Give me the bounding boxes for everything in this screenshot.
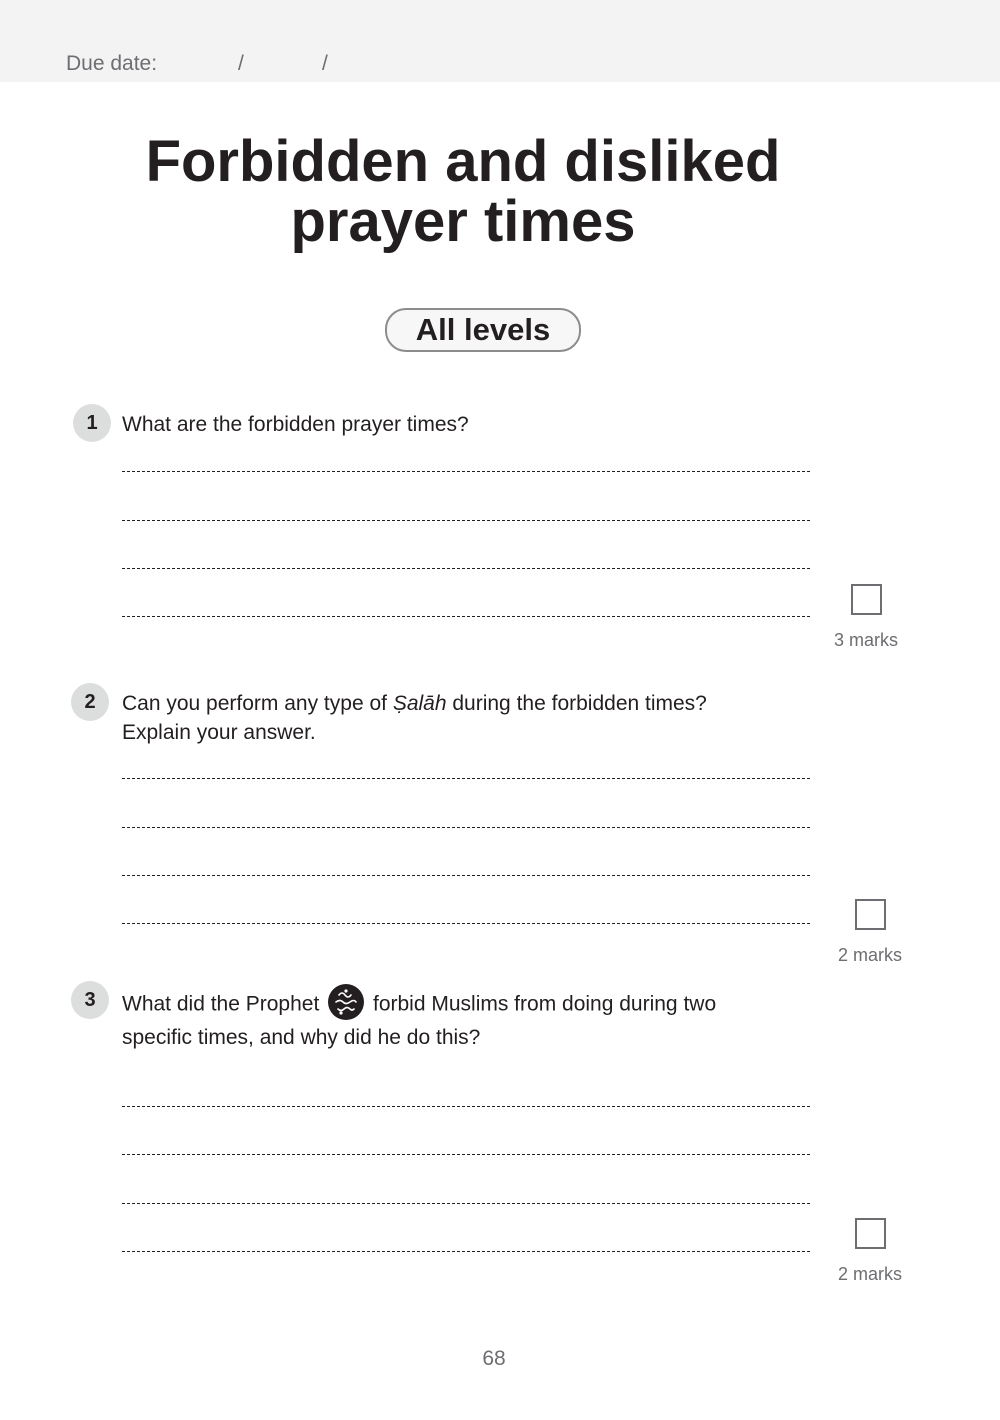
salutation-icon: [328, 984, 364, 1020]
question-number-3: 3: [71, 981, 109, 1019]
question-3-text: [122, 987, 802, 1052]
marks-checkbox-1[interactable]: [851, 584, 882, 615]
answer-line[interactable]: [122, 1154, 810, 1155]
page-number: 68: [482, 1347, 506, 1370]
question-number-2: 2: [71, 683, 109, 721]
answer-line[interactable]: [122, 778, 810, 779]
answer-line[interactable]: [122, 875, 810, 876]
answer-line[interactable]: [122, 1106, 810, 1107]
marks-checkbox-2[interactable]: [855, 899, 886, 930]
due-date-separator: /: [322, 52, 328, 75]
answer-line[interactable]: [122, 1251, 810, 1252]
question-2-text-part: during the forbidden times?: [446, 692, 707, 715]
question-1-text: What are the forbidden prayer times?: [122, 413, 469, 436]
marks-label-1: 3 marks: [834, 630, 899, 650]
due-date-label: Due date:: [66, 52, 158, 75]
page-title: [100, 129, 826, 254]
page-title-line-1: Forbidden and disliked: [145, 129, 781, 194]
answer-line[interactable]: [122, 1203, 810, 1204]
answer-line[interactable]: [122, 827, 810, 828]
answer-line[interactable]: [122, 520, 810, 521]
answer-line[interactable]: [122, 616, 810, 617]
marks-label-2: 2 marks: [838, 945, 903, 965]
question-3-text-line-2: specific times, and why did he do this?: [122, 1026, 481, 1049]
question-2-text-line-2: Explain your answer.: [122, 721, 316, 744]
marks-checkbox-3[interactable]: [855, 1218, 886, 1249]
answer-line[interactable]: [122, 923, 810, 924]
due-date-separator: /: [238, 52, 244, 75]
answer-line[interactable]: [122, 568, 810, 569]
page-title-line-2: prayer times: [290, 189, 636, 254]
level-badge: All levels: [385, 308, 581, 352]
marks-label-3: 2 marks: [838, 1264, 903, 1284]
question-3-text-part: forbid Muslims from doing during two: [372, 992, 717, 1016]
question-2-text: [122, 689, 802, 747]
question-2-text-part: Can you perform any type of: [122, 692, 393, 715]
salah-term: Ṣalāh: [392, 692, 447, 715]
question-number-1: 1: [73, 404, 111, 442]
answer-line[interactable]: [122, 471, 810, 472]
due-date-bar: [0, 0, 1000, 82]
question-3-text-part: What did the Prophet: [122, 992, 320, 1016]
